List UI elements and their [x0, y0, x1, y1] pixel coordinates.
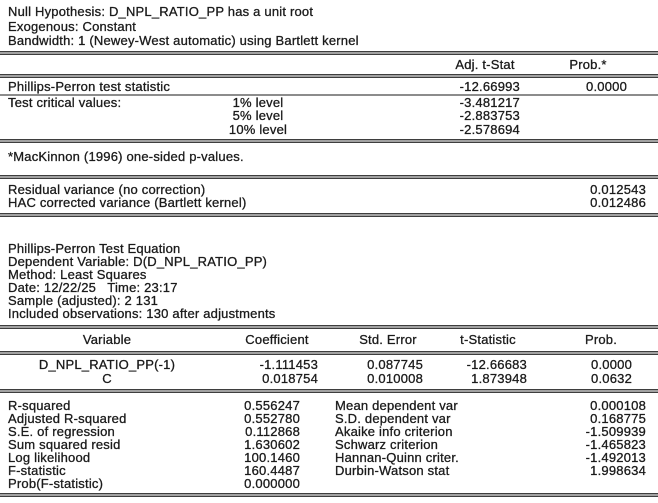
mackinnon-footnote: *MacKinnon (1996) one-sided p-values.	[8, 149, 244, 164]
critical-values-label: Test critical values:	[8, 94, 122, 110]
critical-value: -3.481217	[459, 94, 520, 110]
variance-table	[0, 183, 658, 209]
critical-values-block	[0, 96, 658, 137]
critical-level: 5% level	[232, 108, 284, 123]
critical-value: -2.578694	[459, 121, 520, 137]
stat-value: -1.509939	[585, 424, 646, 439]
stat-label: Sum squared resid	[8, 437, 121, 452]
stat-value: -1.492013	[585, 450, 646, 465]
equation-header-block	[0, 242, 658, 320]
std-error-value: 0.087745	[367, 357, 423, 372]
stat-label: Prob(F-statistic)	[8, 476, 104, 491]
stat-value: 0.552780	[244, 411, 300, 426]
stat-label: R-squared	[8, 398, 71, 413]
variable-name: C	[102, 370, 112, 386]
null-hypothesis-line: Null Hypothesis: D_NPL_RATIO_PP has a unit root	[8, 4, 314, 19]
t-statistic-value: 1.873948	[471, 370, 527, 386]
pp-statistic-row	[0, 80, 658, 94]
divider-double	[0, 175, 658, 179]
summary-row	[0, 451, 658, 464]
stat-value: 1.998634	[590, 463, 646, 478]
stat-value: 0.000000	[244, 476, 300, 491]
stat-label: Durbin-Watson stat	[335, 463, 450, 478]
coefficient-value: 0.018754	[262, 370, 318, 386]
variance-label: Residual variance (no correction)	[8, 182, 206, 197]
method-line: Method: Least Squares	[8, 266, 147, 282]
divider-double	[0, 74, 658, 78]
stat-label: S.D. dependent var	[335, 411, 451, 426]
stat-table-header-row	[0, 58, 658, 72]
bandwidth-line: Bandwidth: 1 (Newey-West automatic) using Bartlett kernel	[8, 33, 359, 48]
coefficient-value: -1.111453	[259, 357, 318, 372]
pp-statistic-label: Phillips-Perron test statistic	[8, 78, 171, 94]
coefficient-row	[0, 358, 658, 372]
divider-double	[0, 351, 658, 355]
critical-level: 1% level	[232, 94, 284, 110]
prob-value: 0.0000	[591, 357, 632, 372]
prob-column-header: Prob.	[584, 332, 618, 347]
stat-label: Log likelihood	[8, 450, 91, 465]
variance-label: HAC corrected variance (Bartlett kernel)	[8, 195, 247, 210]
std-error-value: 0.010008	[367, 370, 423, 386]
std-error-column-header: Std. Error	[359, 332, 417, 347]
variance-value: 0.012543	[590, 182, 646, 197]
stat-value: -1.465823	[585, 437, 646, 452]
divider-double	[0, 493, 658, 497]
variance-row	[0, 196, 658, 209]
test-spec-block	[0, 5, 658, 49]
prob-column-header: Prob.*	[569, 56, 607, 72]
variable-column-header: Variable	[82, 332, 132, 347]
date-time-line: Date: 12/22/25 Time: 23:17	[8, 279, 178, 295]
adj-tstat-column-header: Adj. t-Stat	[455, 56, 515, 72]
summary-stats-block	[0, 399, 658, 490]
exogenous-line: Exogenous: Constant	[8, 18, 137, 34]
critical-value-row	[0, 109, 658, 123]
stat-value: 0.556247	[244, 398, 300, 413]
t-statistic-value: -12.66683	[466, 357, 527, 372]
stat-label: Akaike info criterion	[335, 424, 453, 439]
equation-title: Phillips-Perron Test Equation	[8, 240, 181, 256]
summary-row	[0, 438, 658, 451]
stat-value: 100.1460	[244, 450, 300, 465]
sample-line: Sample (adjusted): 2 131	[8, 292, 159, 308]
pp-statistic-value: -12.66993	[459, 78, 520, 94]
stat-label: Adjusted R-squared	[8, 411, 127, 426]
critical-value-row	[0, 123, 658, 137]
stat-label: F-statistic	[8, 463, 66, 478]
critical-value: -2.883753	[459, 108, 520, 123]
summary-row	[0, 477, 658, 490]
divider-double	[0, 139, 658, 143]
divider-double	[0, 325, 658, 329]
coefficient-table-header-row	[0, 333, 658, 347]
divider-double	[0, 389, 658, 393]
coefficient-column-header: Coefficient	[245, 332, 309, 347]
stat-value: 0.112868	[245, 424, 300, 439]
coefficient-table-body	[0, 358, 658, 385]
stat-label: S.E. of regression	[8, 424, 115, 439]
variance-value: 0.012486	[590, 195, 646, 210]
stat-value: 160.4487	[244, 463, 300, 478]
critical-level: 10% level	[228, 121, 288, 137]
prob-value: 0.0632	[591, 370, 632, 386]
divider-double	[0, 213, 658, 217]
variable-name: D_NPL_RATIO_PP(-1)	[38, 357, 176, 372]
coefficient-row	[0, 372, 658, 386]
stat-value: 1.630602	[244, 437, 300, 452]
pp-statistic-prob: 0.0000	[586, 78, 627, 94]
observations-line: Included observations: 130 after adjustments	[8, 305, 276, 321]
dependent-variable-line: Dependent Variable: D(D_NPL_RATIO_PP)	[8, 253, 268, 269]
divider-double	[0, 51, 658, 55]
stat-label: Hannan-Quinn criter.	[335, 450, 459, 465]
stat-label: Mean dependent var	[335, 398, 458, 413]
stat-label: Schwarz criterion	[335, 437, 439, 452]
stat-value: 0.168775	[590, 411, 646, 426]
critical-value-row	[0, 96, 658, 110]
stat-value: 0.000108	[590, 398, 646, 413]
t-statistic-column-header: t-Statistic	[460, 332, 516, 347]
